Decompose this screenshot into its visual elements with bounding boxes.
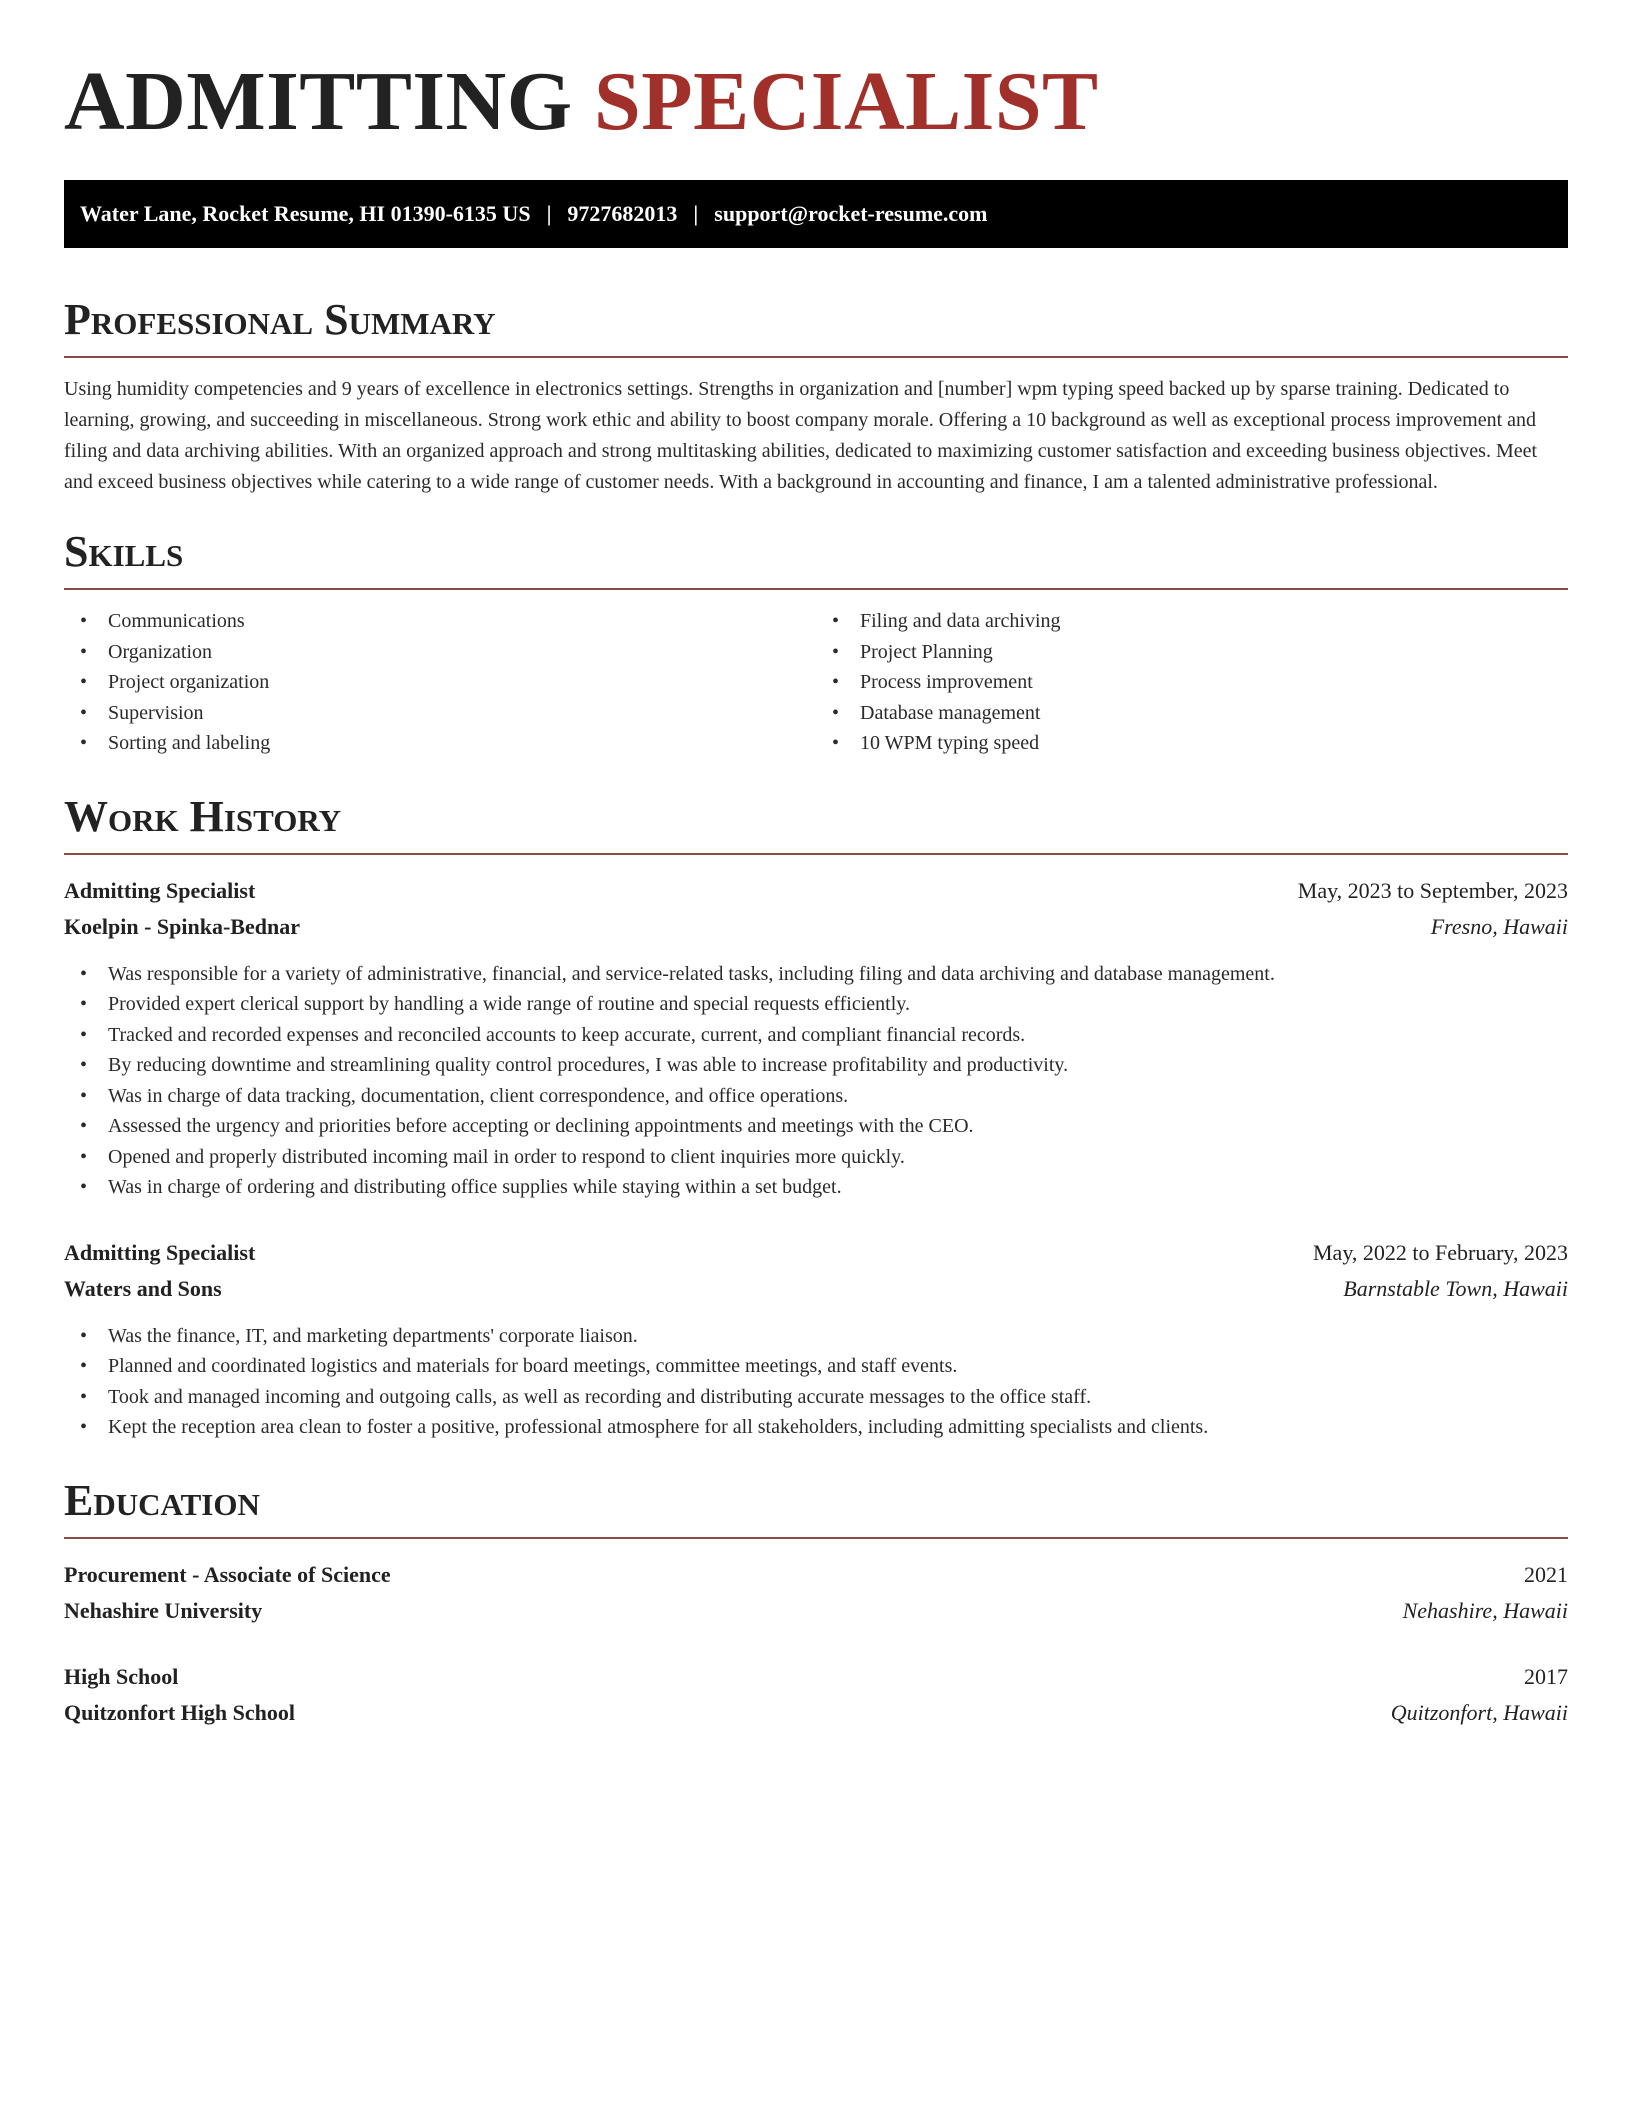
job-header-row (64, 873, 1568, 909)
resume-name (64, 52, 1568, 152)
job-bullet: • Tracked and recorded expenses and reconciled accounts to keep accurate, current, and compliant financial records. (108, 1020, 1568, 1051)
job-location: Fresno, Hawaii (1430, 913, 1568, 939)
section-title-education: Education (64, 1475, 260, 1525)
education-location: Nehashire, Hawaii (1402, 1597, 1568, 1623)
education-degree-row (64, 1557, 1568, 1593)
skill-item: • Supervision (108, 698, 816, 729)
education-year: 2017 (1524, 1663, 1568, 1689)
job-company-row (64, 909, 1568, 945)
skill-item: • Communications (108, 606, 816, 637)
skills-column-right (816, 606, 1568, 759)
job-company-row (64, 1271, 1568, 1307)
skill-item: • Project organization (108, 667, 816, 698)
section-title-skills: Skills (64, 527, 184, 576)
job-company: Koelpin - Spinka-Bednar (64, 913, 300, 939)
job-title: Admitting Specialist (64, 877, 256, 903)
section-title-summary: Professional Summary (64, 295, 496, 344)
education-location: Quitzonfort, Hawaii (1390, 1699, 1568, 1725)
education-year: 2021 (1524, 1561, 1568, 1587)
job-bullets (64, 959, 1568, 1203)
job-bullet: • Planned and coordinated logistics and materials for board meetings, committee meetings, and staff events. (108, 1351, 1568, 1382)
job-bullet: • Was in charge of data tracking, documentation, client correspondence, and office operations. (108, 1081, 1568, 1112)
skills-grid (64, 606, 1568, 759)
contact-address: Water Lane, Rocket Resume, HI 01390-6135 US (80, 201, 531, 226)
education-section (64, 1473, 1568, 1731)
education-school-row (64, 1593, 1568, 1629)
education-degree: Procurement - Associate of Science (64, 1561, 391, 1587)
job-bullet: • Took and managed incoming and outgoing calls, as well as recording and distributing accurate messages to the office staff. (108, 1382, 1568, 1413)
skills-section (64, 524, 1568, 759)
job-header-row (64, 1235, 1568, 1271)
summary-text: Using humidity competencies and 9 years of excellence in electronics settings. Strengths in organization and [number] wpm typing speed backed up by sparse training. Dedicated to learning, growing, and succeeding in miscellaneous. Strong work ethic and ability to boost company morale. Offering a 10 background as well as exceptional process improvement and filing and data archiving abilities. With an organized approach and strong multitasking abilities, dedicated to maximizing customer satisfaction and exceeding business objectives. Meet and exceed business objectives while catering to a wide range of customer needs. With a background in accounting and finance, I am a talented administrative professional. (64, 378, 1538, 493)
job-bullet: • Kept the reception area clean to foster a positive, professional atmosphere for all stakeholders, including admitting specialists and clients. (108, 1412, 1568, 1443)
job-bullet: • Opened and properly distributed incoming mail in order to respond to client inquiries more quickly. (108, 1142, 1568, 1173)
name-last: SPECIALIST (594, 55, 1099, 148)
contact-separator: | (546, 201, 552, 226)
job-bullet: • Was the finance, IT, and marketing departments' corporate liaison. (108, 1321, 1568, 1352)
job-bullet: • Assessed the urgency and priorities before accepting or declining appointments and meetings with the CEO. (108, 1111, 1568, 1142)
job-bullet: • Was responsible for a variety of administrative, financial, and service-related tasks, including filing and data archiving and database management. (108, 959, 1568, 990)
job-bullet: • By reducing downtime and streamlining quality control procedures, I was able to increase profitability and productivity. (108, 1050, 1568, 1081)
skill-item: • Sorting and labeling (108, 728, 816, 759)
name-first: ADMITTING (64, 55, 573, 148)
skill-item: • Filing and data archiving (860, 606, 1568, 637)
job-dates: May, 2023 to September, 2023 (1297, 877, 1568, 903)
section-divider (64, 1537, 1568, 1539)
skill-item: • Process improvement (860, 667, 1568, 698)
job-bullets (64, 1321, 1568, 1443)
contact-email: support@rocket-resume.com (714, 201, 988, 226)
section-divider (64, 853, 1568, 855)
skills-column-left (64, 606, 816, 759)
job-dates: May, 2022 to February, 2023 (1313, 1239, 1568, 1265)
job-entry (64, 873, 1568, 1203)
skill-item: • Organization (108, 637, 816, 668)
job-location: Barnstable Town, Hawaii (1343, 1275, 1568, 1301)
job-bullet: • Provided expert clerical support by handling a wide range of routine and special requests efficiently. (108, 989, 1568, 1020)
skill-item: • Database management (860, 698, 1568, 729)
skill-item: • Project Planning (860, 637, 1568, 668)
job-company: Waters and Sons (64, 1275, 222, 1301)
contact-separator: | (693, 201, 699, 226)
work-history-section (64, 789, 1568, 1443)
contact-bar (64, 180, 1568, 248)
job-title: Admitting Specialist (64, 1239, 256, 1265)
section-title-work: Work History (64, 791, 342, 841)
skill-item: • 10 WPM typing speed (860, 728, 1568, 759)
education-degree-row (64, 1659, 1568, 1695)
education-entry (64, 1659, 1568, 1731)
education-school-row (64, 1695, 1568, 1731)
education-school: Quitzonfort High School (64, 1699, 296, 1725)
education-school: Nehashire University (64, 1597, 263, 1623)
job-entry (64, 1235, 1568, 1443)
contact-phone: 9727682013 (567, 201, 678, 226)
section-divider (64, 588, 1568, 590)
education-entry (64, 1557, 1568, 1629)
section-divider (64, 356, 1568, 358)
education-degree: High School (64, 1663, 179, 1689)
summary-section (64, 292, 1568, 498)
job-bullet: • Was in charge of ordering and distributing office supplies while staying within a set budget. (108, 1172, 1568, 1203)
